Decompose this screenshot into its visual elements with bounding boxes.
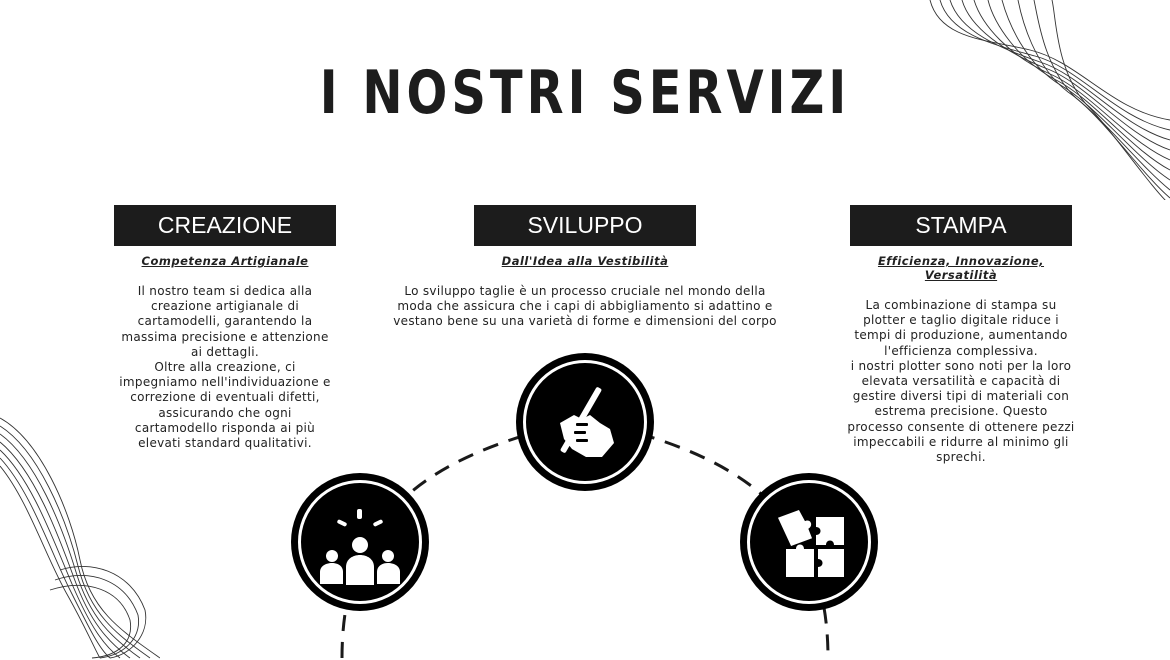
service-heading: SVILUPPO <box>474 205 696 246</box>
service-description: Il nostro team si dedica alla creazione artigianale di cartamodelli, garantendo la massima precisione e attenzione ai dettagli. Oltre alla creazione, ci impegniamo nell'individuazione e correzione di eventuali difetti, assicurando che ogni cartamodello risponda ai più elevati standard qualitativi. <box>119 284 331 451</box>
service-subtitle: Efficienza, Innovazione, Versatilità <box>877 254 1045 282</box>
hand-pen-icon <box>516 353 654 491</box>
service-heading: CREAZIONE <box>114 205 336 246</box>
page-title: I NOSTRI SERVIZI <box>319 58 851 128</box>
service-description: La combinazione di stampa su plotter e taglio digitale riduce i tempi di produzione, aumentando l'efficienza complessiva. i nostri plotter sono noti per la loro elevata versatilità e capacità di gestire diversi tipi di materiali con estrema precisione. Questo processo consente di ottenere pezzi impeccabili e ridurre al minimo gli sprechi. <box>847 298 1075 465</box>
service-stampa <box>845 205 1077 465</box>
service-creazione <box>109 205 341 451</box>
team-idea-icon <box>291 473 429 611</box>
service-heading: STAMPA <box>850 205 1072 246</box>
service-description: Lo sviluppo taglie è un processo cruciale nel mondo della moda che assicura che i capi di abbigliamento si adattino e vestano bene su una varietà di forme e dimensioni del corpo <box>393 284 777 329</box>
service-sviluppo <box>385 205 785 330</box>
puzzle-icon <box>740 473 878 611</box>
service-subtitle: Dall'Idea alla Vestibilità <box>501 254 669 268</box>
service-subtitle: Competenza Artigianale <box>141 254 309 268</box>
